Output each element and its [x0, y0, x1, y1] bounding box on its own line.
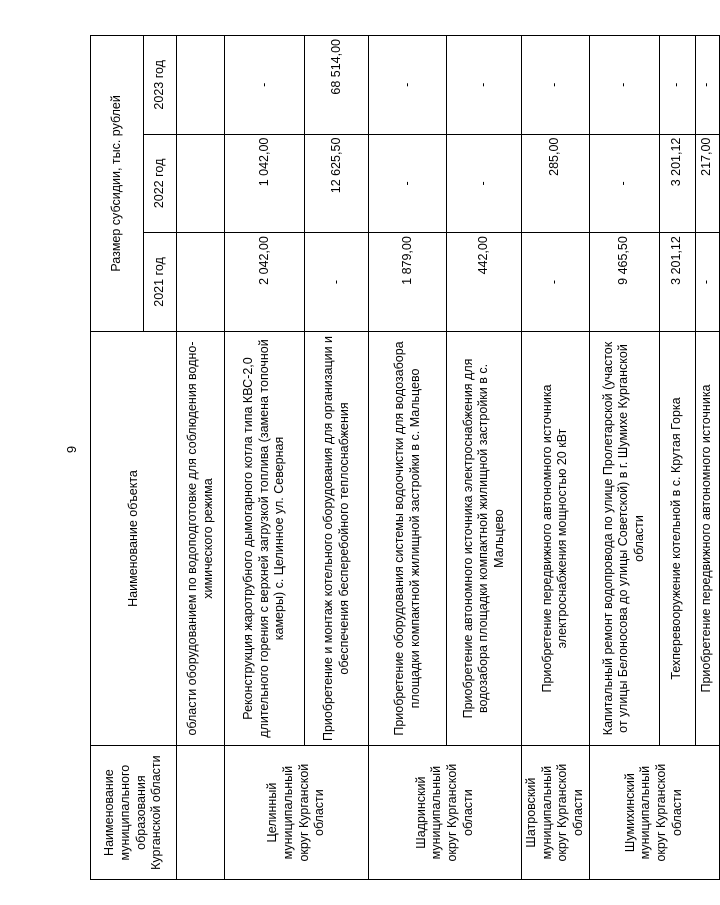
object-cell: Техперевооружение котельной в с. Крутая Горка	[659, 331, 695, 745]
header-subsidy: Размер субсидии, тыс. рублей	[91, 36, 144, 332]
header-year-2021: 2021 год	[144, 233, 177, 332]
table-row	[522, 36, 590, 880]
header-year-2023: 2023 год	[144, 36, 177, 135]
header-municipality: Наименование муниципального образования Курганской области	[91, 746, 177, 880]
amount-cell-y2021: 9 465,50	[589, 233, 659, 332]
table-row	[589, 36, 659, 880]
amount-cell-y2023: -	[659, 36, 695, 135]
object-cell: Приобретение автономного источника электроснабжения для водозабора площадки компактной жилищной застройки в с. Мальцево	[447, 331, 522, 745]
amount-cell-y2022: -	[589, 134, 659, 233]
amount-cell-y2023: -	[522, 36, 590, 135]
amount-cell-y2021: 2 042,00	[225, 233, 305, 332]
object-cell: Реконструкция жаротрубного дымогарного котла типа КВС-2,0 длительного горения с верхней загрузкой топлива (замена топочной камеры) с. Целинное ул. Северная	[225, 331, 305, 745]
amount-cell-y2021: 442,00	[447, 233, 522, 332]
amount-cell-y2022: 3 201,12	[659, 134, 695, 233]
header-object: Наименование объекта	[91, 331, 177, 745]
page-number: 9	[64, 445, 80, 454]
amount-cell-y2022: -	[369, 134, 447, 233]
object-cell: Капитальный ремонт водопровода по улице Пролетарской (участок от улицы Белоносова до улицы Советской) в г. Шумихе Курганской области	[589, 331, 659, 745]
amount-cell-y2023: -	[695, 36, 719, 135]
amount-cell-y2021: -	[522, 233, 590, 332]
amount-cell-y2022: 12 625,50	[305, 134, 369, 233]
object-cell: Приобретение оборудования системы водоочистки для водозабора площадки компактной жилищной застройки в с. Мальцево	[369, 331, 447, 745]
rotated-table-container	[90, 35, 714, 880]
table-header-row	[91, 36, 144, 880]
amount-cell-y2023: -	[447, 36, 522, 135]
amount-cell-y2021: 3 201,12	[659, 233, 695, 332]
amount-cell-y2023: 68 514,00	[305, 36, 369, 135]
amount-cell-y2022: 217,00	[695, 134, 719, 233]
object-cell: Приобретение и монтаж котельного оборудования для организации и обеспечения бесперебойного теплоснабжения	[305, 331, 369, 745]
header-year-2022: 2022 год	[144, 134, 177, 233]
amount-cell-y2023: -	[369, 36, 447, 135]
table-row	[177, 36, 225, 880]
object-cell: Приобретение передвижного автономного источника электроснабжения мощностью 20 кВт	[522, 331, 590, 745]
object-cell: Приобретение передвижного автономного источника	[695, 331, 719, 745]
municipality-cell: Целинный муниципальный округ Курганской области	[225, 746, 369, 880]
amount-cell-y2022: -	[447, 134, 522, 233]
amount-cell-y2023: -	[225, 36, 305, 135]
object-cell: области оборудованием по водоподготовке для соблюдения водно-химического режима	[177, 331, 225, 745]
municipality-cell: Шумихинский муниципальный округ Курганской области	[589, 746, 719, 880]
amount-cell-y2021	[177, 233, 225, 332]
amount-cell-y2021: 1 879,00	[369, 233, 447, 332]
amount-cell-y2022: 1 042,00	[225, 134, 305, 233]
table-row	[225, 36, 305, 880]
amount-cell-y2022: 285,00	[522, 134, 590, 233]
amount-cell-y2023	[177, 36, 225, 135]
subsidy-table	[90, 35, 720, 880]
amount-cell-y2022	[177, 134, 225, 233]
municipality-cell	[177, 746, 225, 880]
amount-cell-y2023: -	[589, 36, 659, 135]
table-body	[177, 36, 720, 880]
table-row	[369, 36, 447, 880]
amount-cell-y2021: -	[305, 233, 369, 332]
municipality-cell: Шатровский муниципальный округ Курганской области	[522, 746, 590, 880]
municipality-cell: Шадринский муниципальный округ Курганской области	[369, 746, 522, 880]
amount-cell-y2021: -	[695, 233, 719, 332]
